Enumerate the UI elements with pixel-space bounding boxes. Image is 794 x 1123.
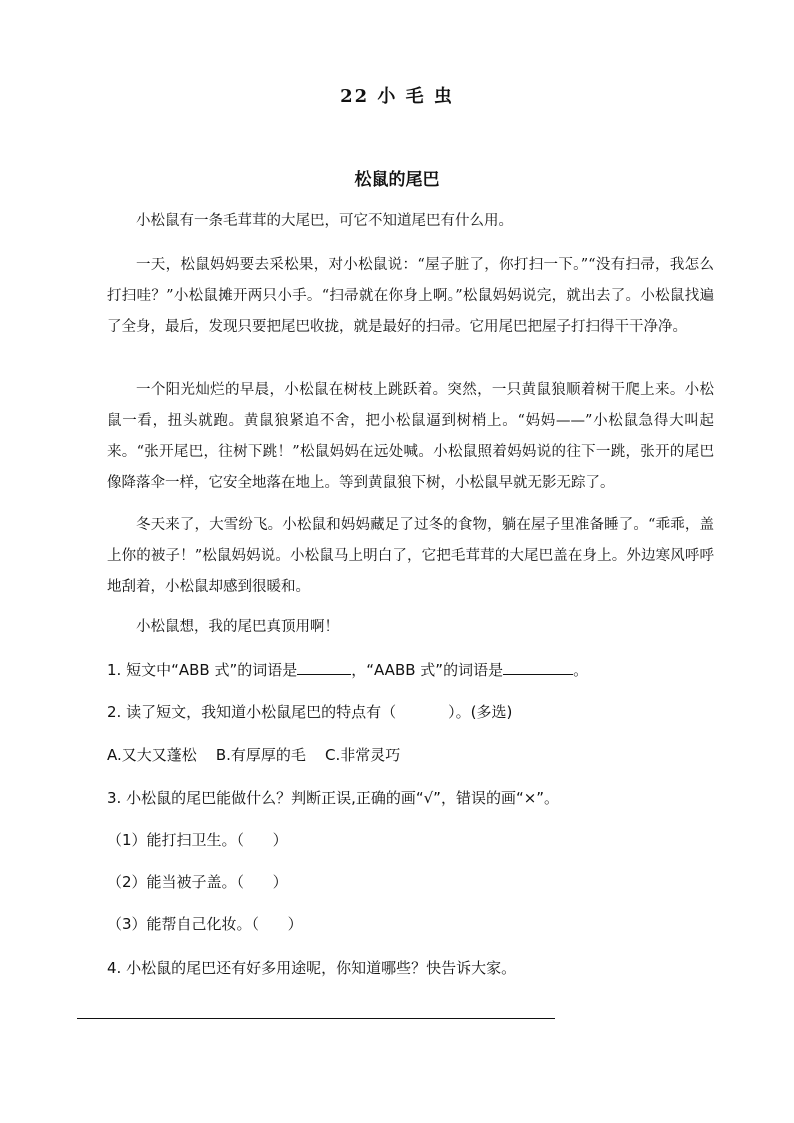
passage-paragraph-4: 冬天来了，大雪纷飞。小松鼠和妈妈藏足了过冬的食物，躺在屋子里准备睡了。“乖乖，盖上你的被子！”松鼠妈妈说。小松鼠马上明白了，它把毛茸茸的大尾巴盖在身上。外边寒风呼呼地刮着，小松鼠却感到很暖和。 — [107, 517, 714, 595]
question-2-before: 2. 读了短文，我知道小松鼠尾巴的特点有（ — [107, 703, 397, 721]
question-2-after: ）。(多选) — [448, 703, 513, 721]
answer-blank-abb[interactable] — [297, 660, 351, 675]
question-1-suffix: 。 — [573, 661, 589, 679]
answer-writing-line[interactable] — [77, 1018, 555, 1019]
passage-paragraph — [107, 375, 714, 499]
question-3: 3. 小松鼠的尾巴能做什么？判断正误,正确的画“√”，错误的画“×”。 — [107, 789, 560, 807]
question-4: 4. 小松鼠的尾巴还有好多用途呢，你知道哪些？快告诉大家。 — [107, 959, 517, 977]
question-1-prefix: 1. 短文中“ABB 式”的词语是 — [107, 661, 298, 679]
passage-paragraph-2: 一天，松鼠妈妈要去采松果，对小松鼠说：“屋子脏了，你打扫一下。”“没有扫帚，我怎么打扫哇？”小松鼠摊开两只小手。“扫帚就在你身上啊。”松鼠妈妈说完，就出去了。小松鼠找遍了全身，最后，发现只要把尾巴收拢，就是最好的扫帚。它用尾巴把屋子打扫得干干净净。 — [107, 257, 714, 335]
passage-paragraph — [107, 510, 714, 603]
question-3-item-2: （2）能当被子盖。（ ） — [107, 873, 288, 891]
question-1 — [107, 660, 588, 680]
passage-paragraph — [107, 206, 714, 237]
passage-closing-line: 小松鼠想，我的尾巴真顶用啊！ — [136, 619, 339, 635]
passage-closing — [107, 612, 714, 643]
question-2-options: A.又大又蓬松 B.有厚厚的毛 C.非常灵巧 — [107, 746, 401, 764]
passage-paragraph-3: 一个阳光灿烂的早晨，小松鼠在树枝上跳跃着。突然，一只黄鼠狼顺着树干爬上来。小松鼠一看，扭头就跑。黄鼠狼紧追不舍，把小松鼠逼到树梢上。“妈妈——”小松鼠急得大叫起来。“张开尾巴，往树下跳！”松鼠妈妈在远处喊。小松鼠照着妈妈说的往下一跳，张开的尾巴像降落伞一样，它安全地落在地上。等到黄鼠狼下树，小松鼠早就无影无踪了。 — [107, 382, 714, 491]
passage-paragraph — [107, 250, 714, 343]
lesson-title: 22 小 毛 虫 — [340, 86, 454, 107]
passage-title: 松鼠的尾巴 — [354, 170, 440, 190]
answer-blank-aabb[interactable] — [503, 660, 573, 675]
question-3-item-1: （1）能打扫卫生。（ ） — [107, 831, 288, 849]
question-1-middle: ，“AABB 式”的词语是 — [351, 661, 504, 679]
question-2 — [107, 702, 512, 722]
question-3-item-3: （3）能帮自己化妆。（ ） — [107, 915, 303, 933]
passage-paragraph-1: 小松鼠有一条毛茸茸的大尾巴，可它不知道尾巴有什么用。 — [136, 213, 513, 229]
